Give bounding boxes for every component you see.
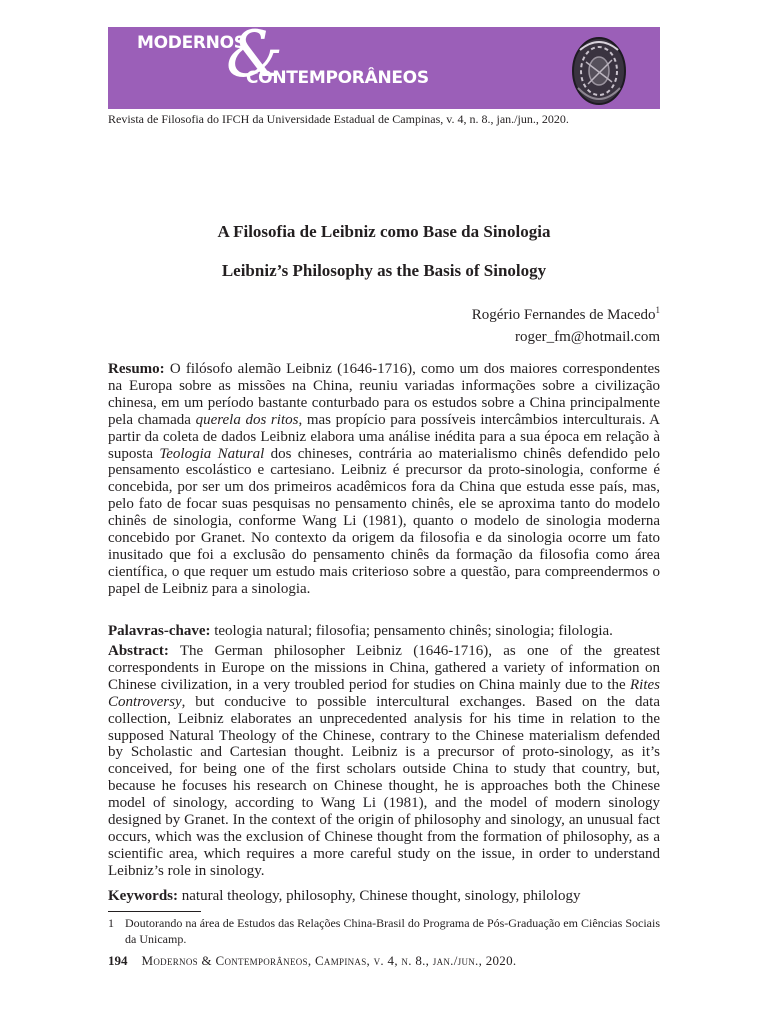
- author-block: [472, 299, 660, 348]
- keywords-paragraph: Keywords: natural theology, philosophy, Chinese thought, sinology, philology: [108, 888, 581, 904]
- journal-citation: Revista de Filosofia do IFCH da Universidade Estadual de Campinas, v. 4, n. 8., jan./jun., 2020.: [108, 112, 569, 126]
- logo-ampersand: &: [226, 18, 283, 92]
- keywords-label: Keywords:: [108, 888, 178, 904]
- palavras-chave-label: Palavras-chave:: [108, 623, 211, 639]
- logo-modernos: MODERNOS: [137, 33, 246, 53]
- author-name: Rogério Fernandes de Macedo$^1$: [471, 305, 660, 323]
- title-english: Leibniz’s Philosophy as the Basis of Sinology: [221, 261, 547, 280]
- resumo-label: Resumo:: [108, 361, 165, 377]
- footnote-number: 1: [108, 916, 114, 930]
- author-email: roger_fm@hotmail.com: [514, 329, 660, 345]
- page-number: 194: [108, 953, 128, 968]
- footnote-divider: [108, 911, 201, 912]
- footnote-mark: 1: [655, 305, 660, 315]
- journal-banner: [108, 18, 660, 109]
- footnote-text: Doutorando na área de Estudos das Relações China-Brasil do Programa de Pós-Graduação em Ciências Sociais da Unicamp.: [125, 916, 660, 946]
- palavras-chave-paragraph: Palavras-chave: teologia natural; filosofia; pensamento chinês; sinologia; filologia.: [108, 623, 613, 639]
- title-portuguese: A Filosofia de Leibniz como Base da Sinologia: [217, 222, 551, 241]
- footnote: [108, 915, 660, 947]
- running-head: Modernos & Contemporâneos, Campinas, v. 4, n. 8., jan./jun., 2020.: [141, 953, 517, 968]
- emblem-icon: [566, 30, 632, 108]
- abstract-paragraph: Abstract: The German philosopher Leibniz (1646-1716), as one of the greatest correspondents in Europe on the missions in China, gathered a variety of information on Chinese civilization, in a very troubled period for studies on China mainly due to the Rites Controversy, but conducive to possible intercultural exchanges. Based on the data collection, Leibniz elaborates an unprecedented analysis for his time in relation to the supposed Natural Theology of the Chinese, contrary to the Chinese materialism defended by Scholastic and Cartesian thought. Leibniz is a precursor of proto-sinology, as it’s conceived, for being one of the first scholars outside China to study that country, but, because he focuses his research on Chinese thought, he is approaches both the Chinese model of sinology, according to Wang Li (1981), and the model of modern sinology designed by Granet. In the context of the origin of philosophy and sinology, an unusual fact occurs, which was the exclusion of Chinese thought from the formation of philosophy, as a scientific area, which requires a more careful study on the issue, in order to understand Leibniz’s role in sinology.: [108, 643, 660, 879]
- logo-contemporaneos: CONTEMPORÂNEOS: [246, 68, 429, 88]
- page-footer: [108, 953, 516, 969]
- abstract-label: Abstract:: [108, 643, 169, 659]
- resumo-paragraph: Resumo: O filósofo alemão Leibniz (1646-1716), como um dos maiores correspondentes na Europa sobre as missões na China, reuniu variadas informações sobre a civilização chinesa, em um período bastante conturbado para os estudos sobre a China principalmente pela chamada querela dos ritos, mas propício para possíveis intercâmbios interculturais. A partir da coleta de dados Leibniz elabora uma análise inédita para a sua época em relação à suposta Teologia Natural dos chineses, contrária ao materialismo chinês defendido pelo pensamento escolástico e cartesiano. Leibniz é precursor da proto-sinologia, conforme é concebida, por ser um dos primeiros acadêmicos fora da China que estuda esse país, mas, pelo fato de focar suas pesquisas no pensamento chinês, ele se aproxima tanto do modelo chinês de sinologia, conforme Wang Li (1981), quanto o modelo de sinologia moderna concebido por Granet. No contexto da origem da filosofia e da sinologia ocorre um fato inusitado que foi a exclusão do pensamento chinês da formação da filosofia como área científica, o que requer um estudo mais criterioso sobre a questão, para compreendermos o papel de Leibniz para a sinologia.: [108, 361, 661, 597]
